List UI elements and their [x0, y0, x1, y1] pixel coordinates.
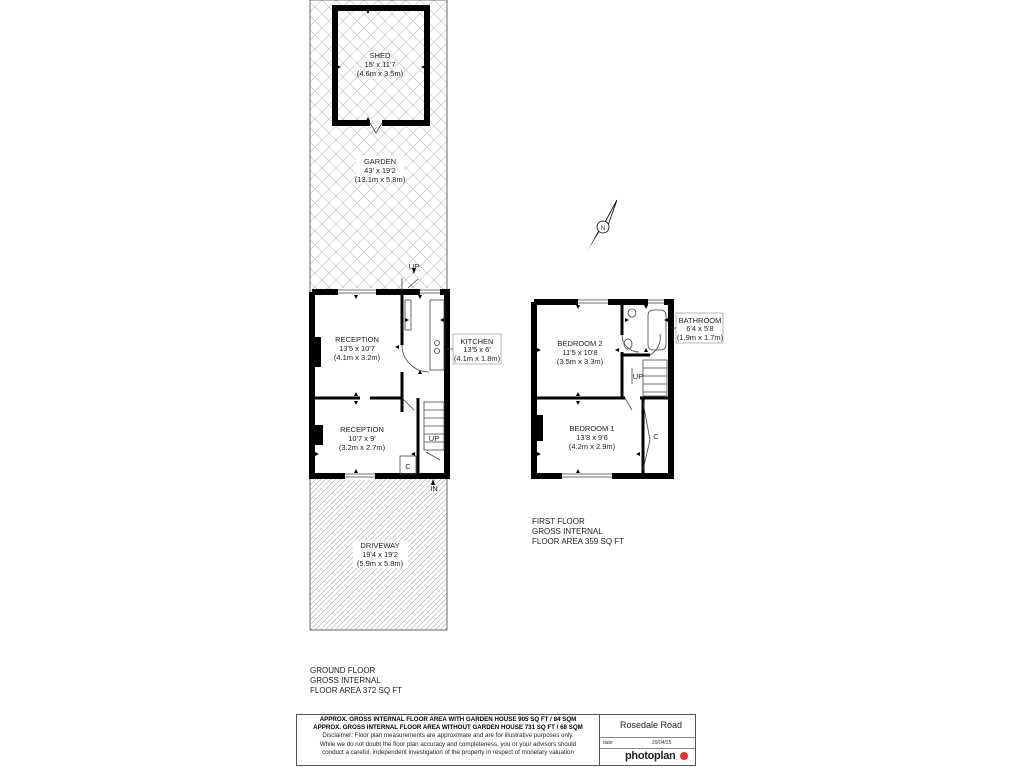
svg-text:FIRST FLOOR: FIRST FLOOR [532, 517, 585, 526]
stairs-up-first-label: UP [632, 372, 644, 381]
date-value: 29/04/25 [652, 740, 672, 746]
room-label-garden [355, 156, 406, 184]
svg-text:19'4 x 19'2: 19'4 x 19'2 [362, 550, 398, 559]
ground-floor-caption [310, 666, 402, 695]
property-address: Rosedale Road [620, 720, 683, 730]
disclaimer-line-2: While we do not doubt the floor plan accuracy and completeness, you or your advisors should [319, 740, 577, 748]
svg-text:43' x 19'2: 43' x 19'2 [364, 166, 396, 175]
date-label: date [603, 740, 613, 746]
svg-text:(3.2m x 2.7m): (3.2m x 2.7m) [338, 443, 386, 452]
svg-text:(4.1m x 3.2m): (4.1m x 3.2m) [333, 353, 381, 362]
date-row [600, 737, 695, 749]
disclaimer-line-1: Disclaimer: Floor plan measurements are approximate and are for illustrative purposes only. [322, 732, 574, 739]
svg-text:15' x 11'7: 15' x 11'7 [364, 60, 396, 69]
svg-text:FLOOR AREA 372 SQ FT: FLOOR AREA 372 SQ FT [310, 686, 403, 695]
svg-text:SHED: SHED [369, 51, 391, 60]
entrance-label: IN [430, 484, 438, 493]
svg-text:(3.5m x 3.3m): (3.5m x 3.3m) [556, 357, 604, 366]
svg-text:13'8 x 9'6: 13'8 x 9'6 [576, 433, 608, 442]
compass-north-label: N [600, 226, 606, 232]
svg-text:BEDROOM 2: BEDROOM 2 [557, 339, 603, 348]
footer-property-info [600, 715, 695, 765]
footer-area-info [297, 715, 600, 765]
stairs-up-label: UP [428, 434, 440, 443]
svg-text:KITCHEN: KITCHEN [460, 337, 494, 346]
svg-text:BEDROOM 1: BEDROOM 1 [569, 424, 615, 433]
svg-text:(5.9m x 5.8m): (5.9m x 5.8m) [356, 559, 404, 568]
svg-text:11'5 x 10'8: 11'5 x 10'8 [562, 348, 598, 357]
svg-text:(4.6m x 3.5m): (4.6m x 3.5m) [356, 69, 404, 78]
svg-text:GARDEN: GARDEN [363, 157, 397, 166]
svg-text:10'7 x 9': 10'7 x 9' [348, 434, 376, 443]
svg-text:DRIVEWAY: DRIVEWAY [360, 541, 400, 550]
cupboard-label: C [405, 462, 411, 471]
room-label-driveway [353, 541, 408, 568]
area-with-garden-house: APPROX. GROSS INTERNAL FLOOR AREA WITH GARDEN HOUSE 905 SQ FT / 84 SQM [319, 716, 577, 723]
plan-footer [296, 714, 696, 766]
svg-text:FLOOR AREA 359 SQ FT: FLOOR AREA 359 SQ FT [532, 537, 625, 546]
area-without-garden-house: APPROX. GROSS INTERNAL FLOOR AREA WITHOUT GARDEN HOUSE 731 SQ FT / 68 SQM [313, 724, 583, 731]
svg-text:GROSS INTERNAL: GROSS INTERNAL [532, 527, 603, 536]
brand-logo: photoplan [625, 750, 676, 762]
ground-floor-structure [312, 268, 447, 485]
disclaimer-line-3: conduct a careful, independent investigation of the property in respect of monetary valuation [322, 749, 574, 757]
svg-text:(13.1m x 5.8m): (13.1m x 5.8m) [354, 175, 406, 184]
svg-text:BATHROOM: BATHROOM [678, 316, 722, 325]
cupboard-first-label: C [653, 432, 659, 441]
svg-text:RECEPTION: RECEPTION [335, 335, 379, 344]
svg-text:(4.2m x 2.9m): (4.2m x 2.9m) [568, 442, 616, 451]
svg-text:RECEPTION: RECEPTION [340, 425, 384, 434]
svg-text:13'5 x 6': 13'5 x 6' [463, 345, 491, 354]
first-floor-structure [534, 298, 671, 480]
room-label-reception-rear [334, 335, 381, 362]
svg-text:GROUND FLOOR: GROUND FLOOR [310, 666, 376, 675]
svg-text:(4.1m x 1.8m): (4.1m x 1.8m) [453, 354, 501, 363]
compass-icon [588, 200, 617, 250]
room-label-bedroom-2 [557, 339, 604, 366]
svg-text:GROSS INTERNAL: GROSS INTERNAL [310, 676, 381, 685]
brand-logo-icon [680, 752, 688, 760]
svg-text:13'5 x 10'7: 13'5 x 10'7 [339, 344, 375, 353]
svg-text:6'4 x 5'8: 6'4 x 5'8 [686, 324, 714, 333]
first-floor-caption [532, 517, 624, 546]
stairs-up-garden-label: UP [408, 262, 420, 271]
svg-text:(1.9m x 1.7m): (1.9m x 1.7m) [676, 333, 724, 342]
